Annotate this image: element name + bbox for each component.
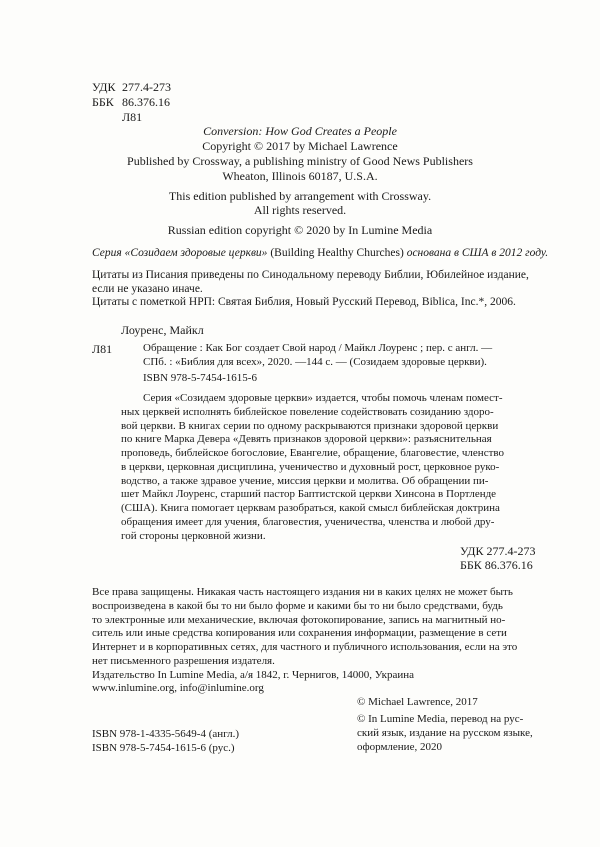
annotation-line: Серия «Созидаем здоровые церкви» издается, чтобы помочь членам помест- — [143, 392, 503, 404]
rights-notice — [92, 586, 517, 696]
annotation-line: водство, а также здравое учение, миссия церкви и молитва. Об обращении пи- — [121, 474, 489, 487]
bible-note-line: Цитаты из Писания приведены по Синодальному переводу Библии, Юбилейное издание, — [92, 269, 529, 281]
russian-copyright: Russian edition copyright © 2020 by In Lumine Media — [167, 223, 433, 237]
series-note — [92, 247, 548, 261]
catalog-bbk: ББК 86.376.16 — [460, 558, 533, 572]
rights-line: ситель или иные средства копирования или сохранения информации, размещение в сети — [92, 627, 507, 640]
annotation-line: гой стороны церковной жизни. — [121, 529, 266, 542]
copyright-line: оформление, 2020 — [357, 741, 442, 753]
copyright-line: © In Lumine Media, перевод на рус- — [357, 713, 524, 725]
isbn-line: ISBN 978-5-7454-1615-6 (рус.) — [92, 742, 235, 754]
copyright-line: ский язык, издание на русском языке, — [357, 727, 533, 739]
original-copyright: Copyright © 2017 by Michael Lawrence — [202, 139, 398, 153]
rights-line: воспроизведена в какой бы то ни было форме и какими бы то ни было средствами, будь — [92, 599, 503, 612]
catalog-udk: УДК 277.4-273 — [460, 544, 536, 558]
annotation-line: по книге Марка Девера «Девять признаков здоровой церкви»: разъяснительная — [121, 433, 492, 446]
author-mark: Л81 — [122, 110, 143, 124]
annotation-line: шет Майкл Лоуренс, старший пастор Баптистской церкви Хинсона в Портленде — [121, 488, 497, 501]
annotation-line: ных церквей исполнять библейское повеление содействовать созиданию здоро- — [121, 405, 494, 418]
series-prefix: Серия — [92, 247, 125, 259]
series-suffix: основана в США в 2012 году. — [403, 247, 549, 259]
catalog-author: Лоуренс, Майкл — [121, 323, 204, 337]
copyright-line: © Michael Lawrence, 2017 — [357, 696, 478, 708]
annotation-line: вой церкви. В книгах серии по одному раскрываются признаки здоровой церкви — [121, 419, 499, 432]
isbn-block — [92, 727, 239, 755]
rights-line: Интернет и в корпоративных сетях, для частного и публичного использования, если на это — [92, 641, 518, 653]
publisher-website: www.inlumine.org, info@inlumine.org — [92, 682, 264, 695]
catalog-entry-line: ISBN 978-5-7454-1615-6 — [143, 372, 257, 385]
catalog-annotation — [121, 392, 504, 543]
series-english: (Building Healthy Churches) — [267, 247, 404, 259]
rights-line: то электронные или механические, включая фотокопирование, запись на магнитный но- — [92, 613, 506, 626]
rights-line: Все права защищены. Никакая часть настоящего издания ни в каких целях не может быть — [92, 586, 513, 598]
original-publisher: Published by Crossway, a publishing ministry of Good News Publishers — [127, 154, 473, 168]
isbn-line: ISBN 978-1-4335-5649-4 (англ.) — [92, 728, 240, 740]
catalog-entry-line: Обращение : Как Бог создает Свой народ / Майкл Лоуренс ; пер. с англ. — — [143, 342, 493, 354]
series-name: «Созидаем здоровые церкви» — [124, 247, 268, 259]
annotation-line: проповедь, библейское богословие, Евангелие, обращение, благовестие, членство — [121, 447, 505, 459]
annotation-line: (США). Книга помогает церквам разобраться, какой смысл библейская доктрина — [121, 502, 500, 514]
publisher-address: Издательство In Lumine Media, а/я 1842, г. Чернигов, 14000, Украина — [92, 668, 414, 681]
original-location: Wheaton, Illinois 60187, U.S.A. — [222, 169, 378, 183]
annotation-line: в церкви, церковная дисциплина, ученичество и духовный рост, церковное руко- — [121, 460, 500, 473]
annotation-line: обращения имеет для учения, благовестия, ученичества, членства и любой дру- — [121, 515, 495, 528]
udk-label: УДК — [92, 80, 116, 94]
copyright-block — [357, 695, 533, 754]
catalog-mark: Л81 — [92, 342, 113, 356]
udk-row — [92, 80, 115, 94]
rights-reserved: All rights reserved. — [253, 203, 347, 217]
udk-value: 277.4-273 — [122, 80, 171, 94]
catalog-entry-line: СПб. : «Библия для всех», 2020. —144 с. — (Созидаем здоровые церкви). — [143, 355, 487, 368]
original-title: Conversion: How God Creates a People — [203, 124, 397, 138]
rights-line: нет письменного разрешения издателя. — [92, 654, 275, 667]
bible-note-line: Цитаты с пометкой НРП: Святая Библия, Новый Русский Перевод, Biblica, Inc.*, 2006. — [92, 296, 516, 309]
arrangement-note: This edition published by arrangement with Crossway. — [168, 189, 432, 203]
bbk-label: ББК — [92, 95, 114, 109]
bbk-value: 86.376.16 — [122, 95, 170, 109]
catalog-entry — [143, 342, 492, 386]
bible-note — [92, 269, 529, 310]
bible-note-line: если не указано иначе. — [92, 282, 203, 295]
